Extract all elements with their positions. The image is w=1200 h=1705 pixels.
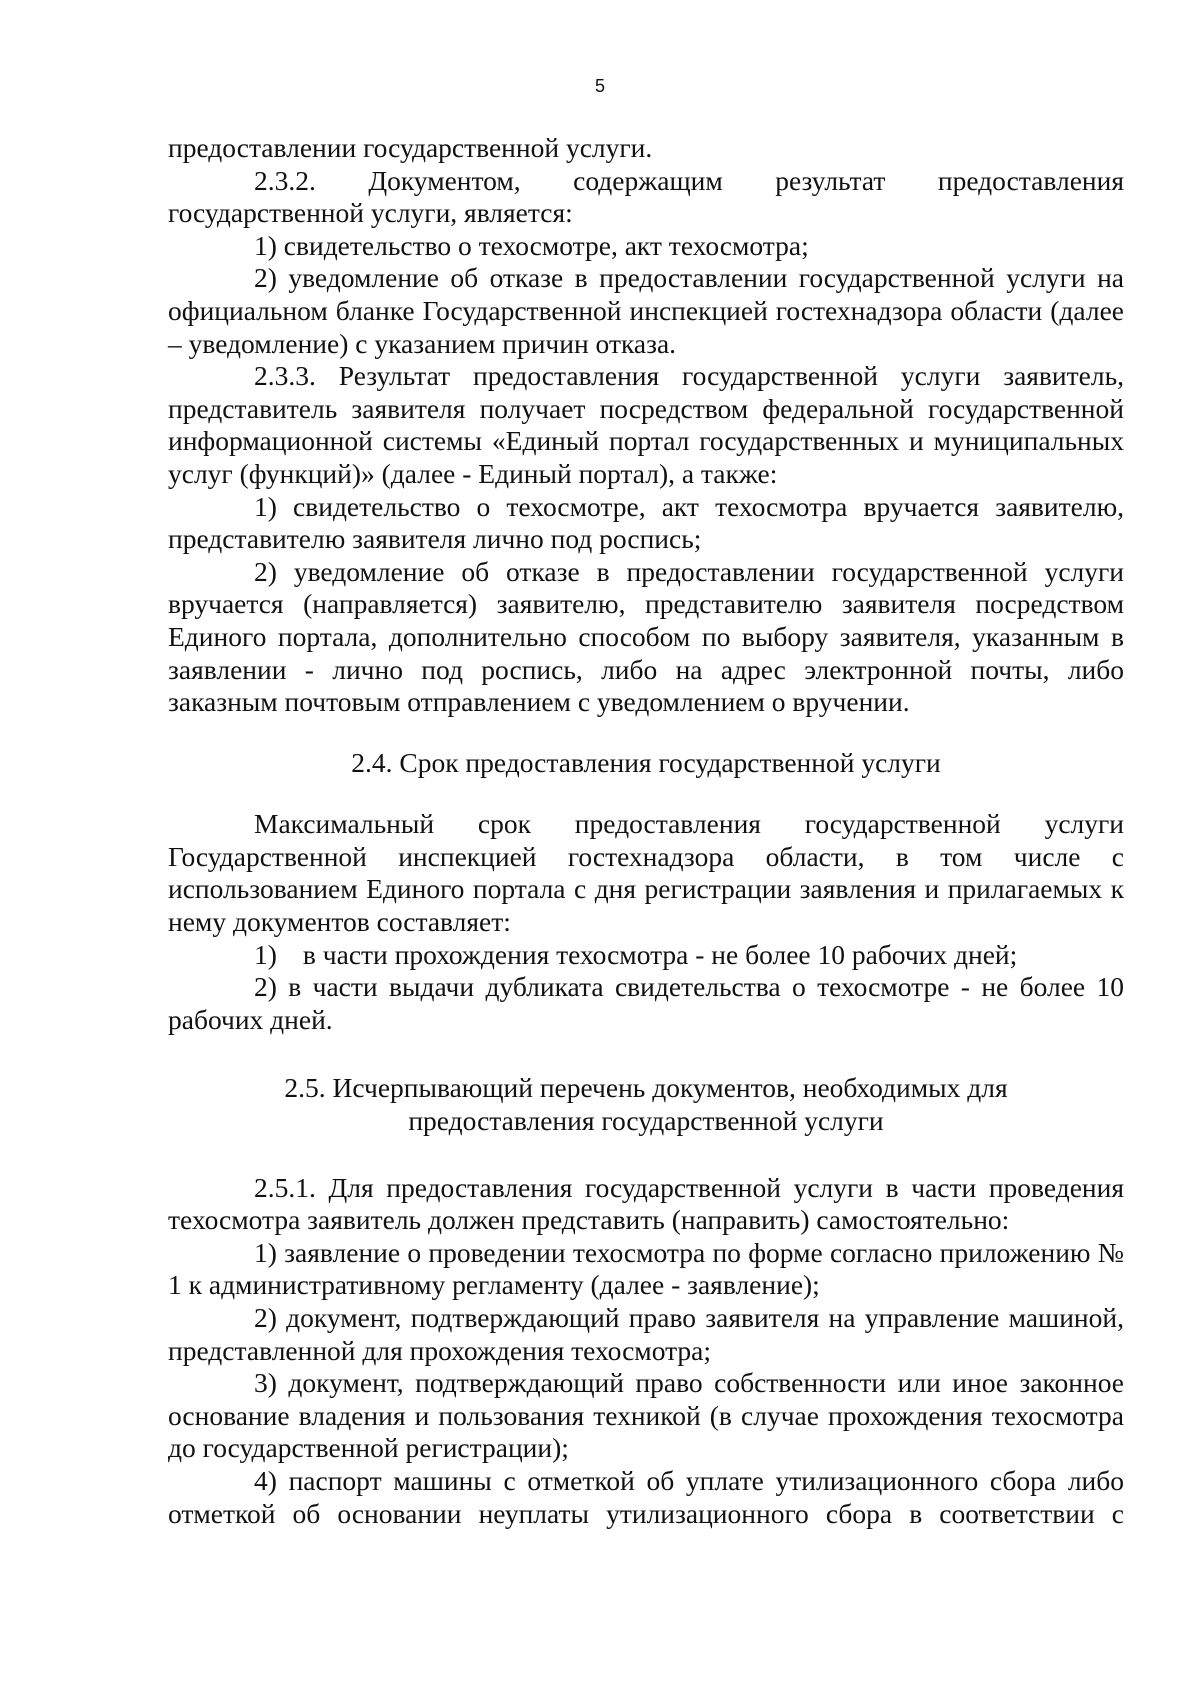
paragraph: предоставлении государственной услуги. [168, 132, 653, 163]
list-item: 2) документ, подтверждающий право заявителя на управление машиной, представленной для прохождения техосмотра; [168, 1302, 1124, 1366]
list-number: 1) [254, 938, 277, 970]
list-item [168, 939, 1124, 972]
list-text: в части прохождения техосмотра - не более 10 рабочих дней; [302, 938, 1018, 970]
paragraph-2-3-2: 2.3.2. Документом, содержащим результат предоставления государственной услуги, является: [168, 164, 1124, 229]
page-number: 5 [594, 76, 605, 96]
list-item: 4) паспорт машины с отметкой об уплате утилизационного сбора либо отметкой об основании неуплаты утилизационного сбора в соответствии с [168, 1464, 1124, 1529]
list-item: 2) в части выдачи дубликата свидетельства о техосмотре - не более 10 рабочих дней. [168, 971, 1124, 1035]
list-item: 1) заявление о проведении техосмотра по форме согласно приложению № 1 к административному регламенту (далее - заявление); [168, 1236, 1124, 1301]
list-item: 2) уведомление об отказе в предоставлении государственной услуги вручается (направляется) заявителю, представителю заявителя посредством Единого портала, дополнительно способом по выбору заявителя, указанным в заявлении - лично под роспись, либо на адрес электронной почты, либо заказным почтовым отправлением с уведомлением о вручении. [168, 555, 1124, 718]
list-item: 2) уведомление об отказе в предоставлении государственной услуги на официальном бланке Государственной инспекцией гостехнадзора области (далее – уведомление) с указанием причин отказа. [168, 262, 1124, 359]
document-body [168, 132, 1124, 1530]
section-heading-2-5 [168, 1072, 1124, 1137]
paragraph-2-3-3: 2.3.3. Результат предоставления государственной услуги заявитель, представитель заявителя получает посредством федеральной государственной информационной системы «Единый портал государственных и муниципальных услуг (функций)» (далее - Единый портал), а также: [168, 360, 1124, 489]
paragraph: Максимальный срок предоставления государственной услуги Государственной инспекцией гостехнадзора области, в том числе с использованием Единого портала с дня регистрации заявления и прилагаемых к нему документов составляет: [168, 808, 1124, 938]
paragraph-2-5-1: 2.5.1. Для предоставления государственной услуги в части проведения техосмотра заявитель должен представить (направить) самостоятельно: [168, 1171, 1124, 1236]
heading-line: предоставления государственной услуги [408, 1105, 884, 1137]
section-heading-2-4: 2.4. Срок предоставления государственной услуги [351, 746, 941, 778]
list-item: 1) свидетельство о техосмотре, акт техосмотра вручается заявителю, представителю заявителя лично под роспись; [168, 490, 1124, 555]
list-item: 1) свидетельство о техосмотре, акт техосмотра; [254, 229, 809, 261]
heading-line: 2.5. Исчерпывающий перечень документов, необходимых для [284, 1072, 1008, 1104]
list-item: 3) документ, подтверждающий право собственности или иное законное основание владения и пользования техникой (в случае прохождения техосмотра до государственной регистрации); [168, 1367, 1124, 1464]
